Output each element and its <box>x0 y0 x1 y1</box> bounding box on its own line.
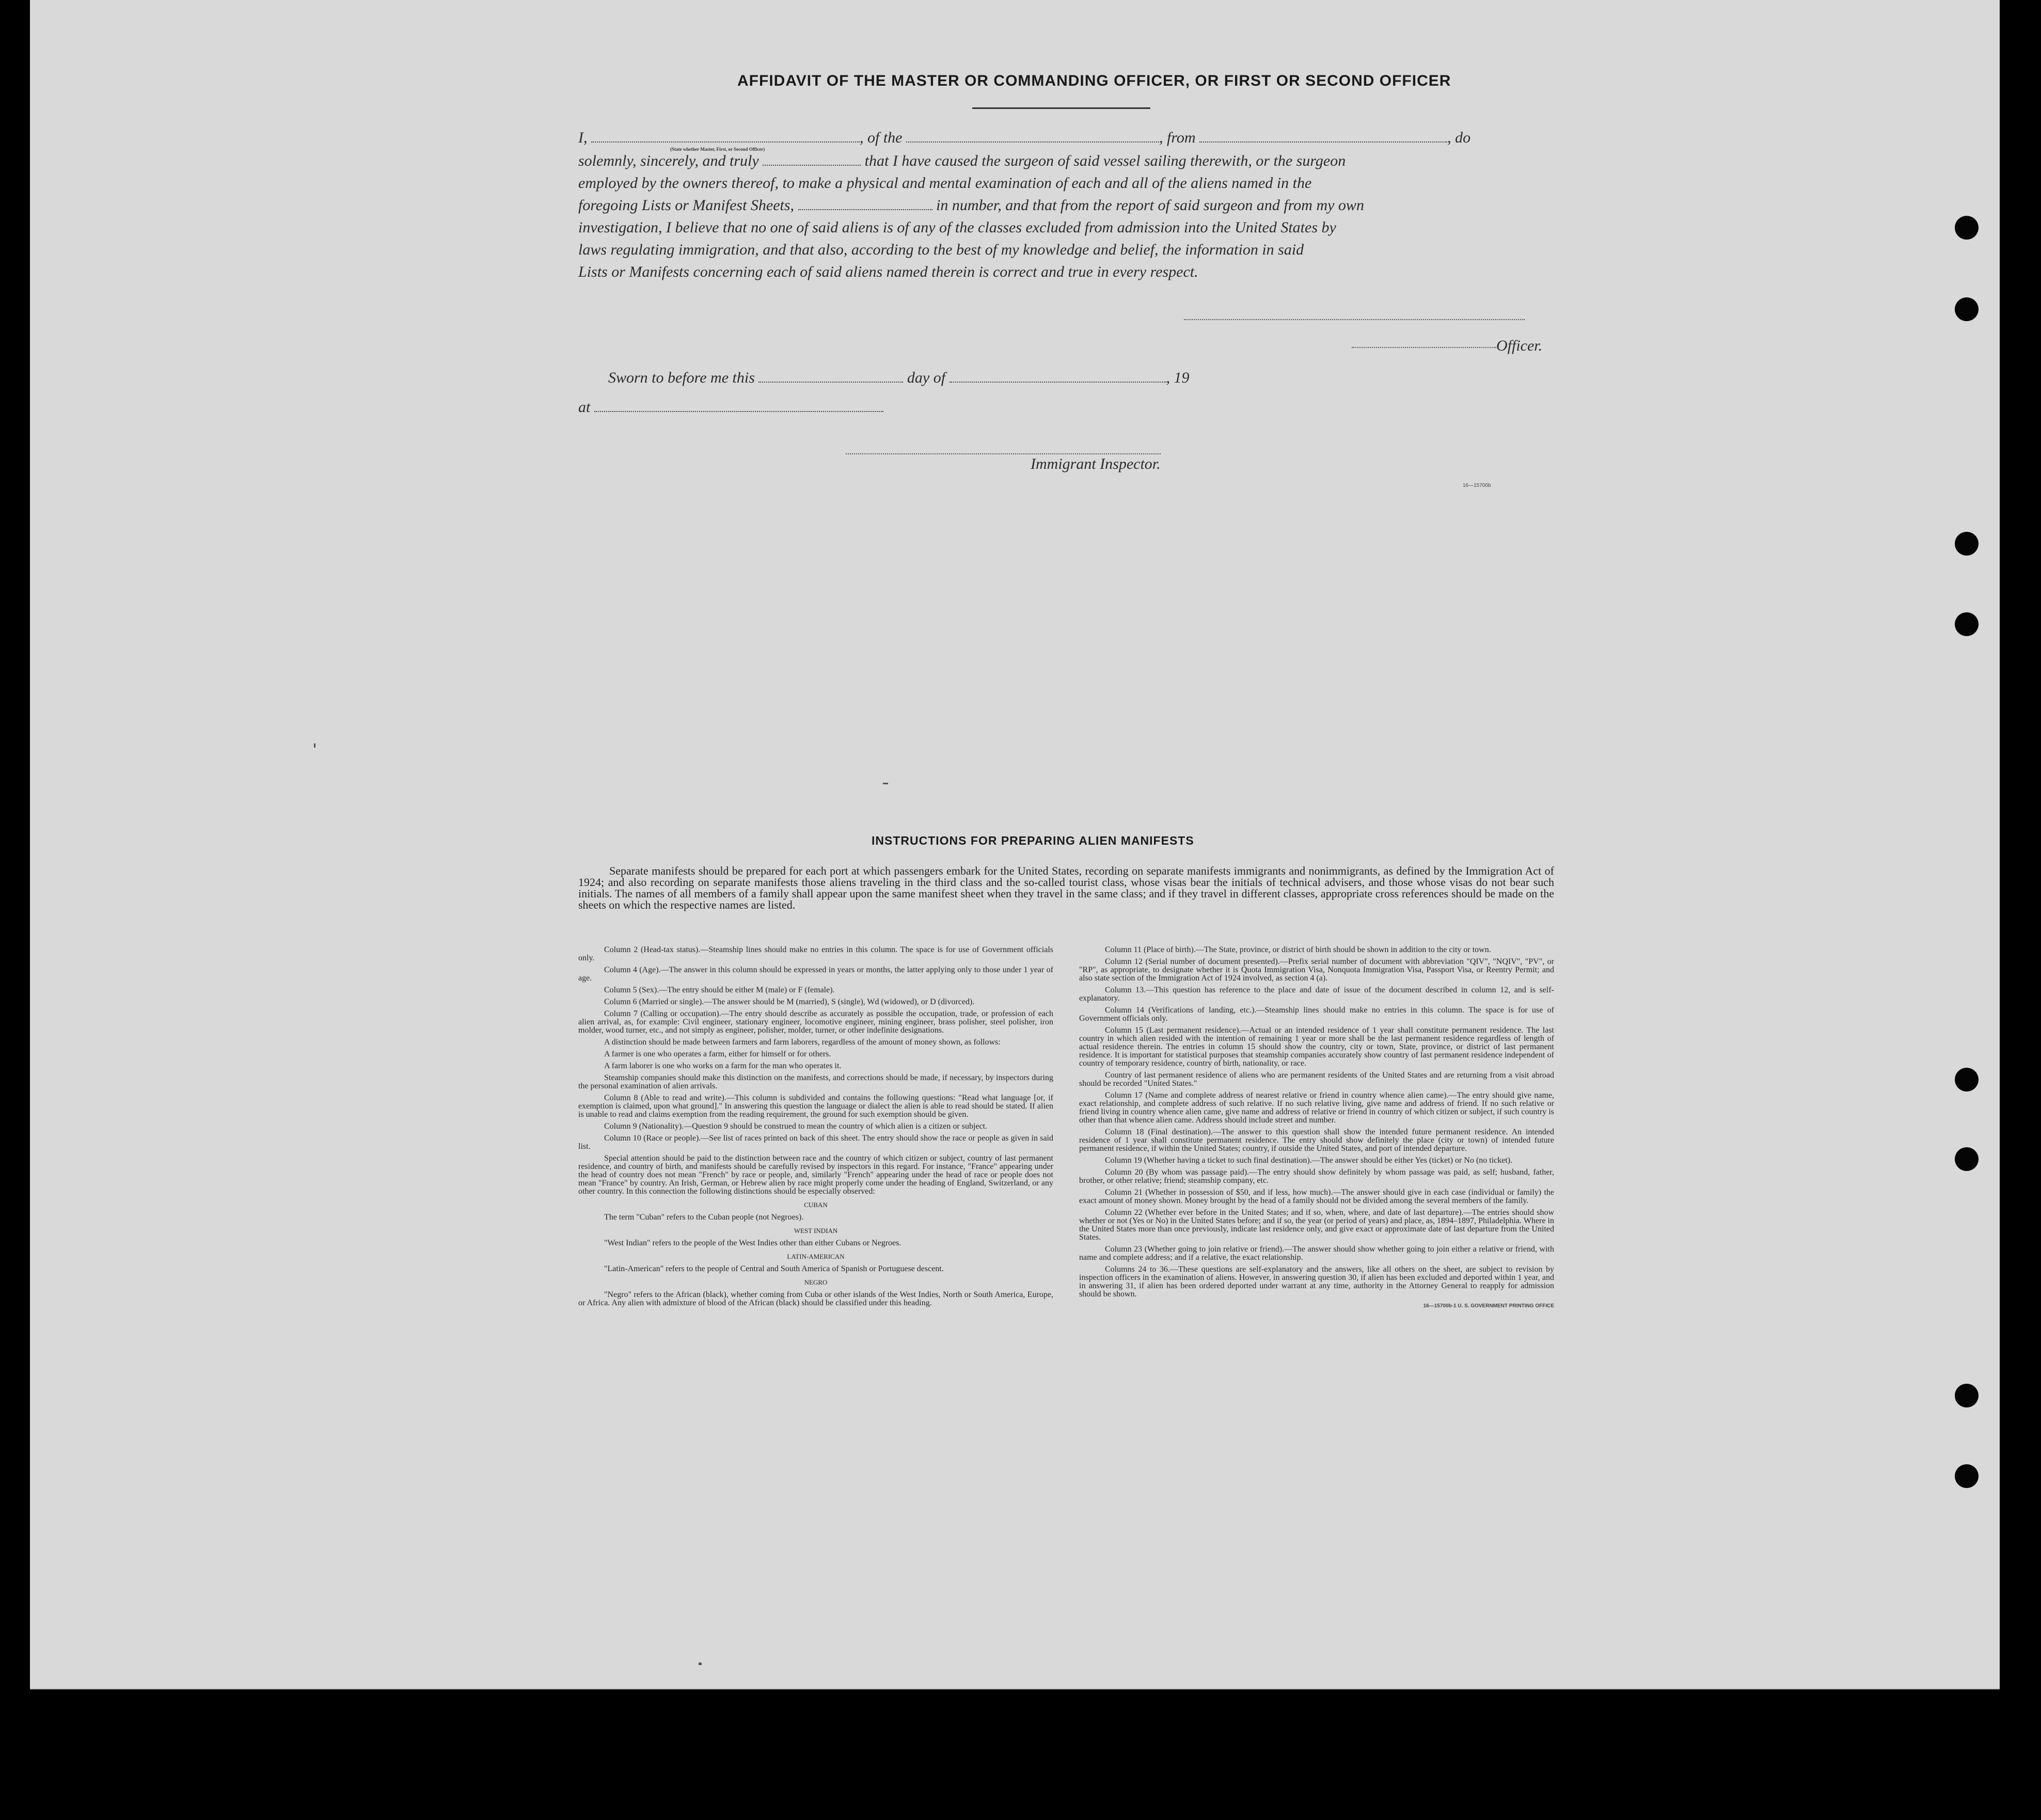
instruction-paragraph: Column 11 (Place of birth).—The State, province, or district of birth should be shown in addition to the city or town. <box>1105 945 1491 954</box>
officer-note: (State whether Master, First, or Second Officer) <box>670 147 765 152</box>
affidavit-line-6: laws regulating immigration, and that also, according to the best of my knowledge and belief, the information in said <box>578 241 1304 258</box>
affidavit-do: , do <box>1447 129 1471 146</box>
instruction-paragraph: Column 2 (Head-tax status).—Steamship lines should make no entries in this column. The space is for use of Government officials only. <box>578 945 1053 962</box>
negro-heading: NEGRO <box>804 1278 828 1286</box>
latin-american-heading: LATIN-AMERICAN <box>787 1253 845 1260</box>
affidavit-line-1 <box>578 129 1470 147</box>
instruction-paragraph: Column 21 (Whether in possession of $50, and if less, how much).—The answer should give in each case (individual or family) the exact amount of money shown. Money brought by the head of a family should not be divided among the several members of the family. <box>1079 1188 1554 1205</box>
instruction-paragraph: Column 10 (Race or people).—See list of races printed on back of this sheet. The entry should show the race or people as given in said list. <box>578 1134 1053 1151</box>
latin-american-definition: "Latin-American" refers to the people of Central and South America of Spanish or Portuguese descent. <box>604 1264 944 1273</box>
instruction-paragraph: A farm laborer is one who works on a farm for the man who operates it. <box>604 1062 842 1070</box>
at-place-field[interactable] <box>594 411 883 412</box>
sheet-count-field[interactable] <box>798 209 932 210</box>
instruction-paragraph: Column 13.—This question has reference to the place and date of issue of the document described in column 12, and is self-explanatory. <box>1079 986 1554 1003</box>
instruction-paragraph: Column 6 (Married or single).—The answer should be M (married), S (single), Wd (widowed), or D (divorced). <box>604 998 975 1006</box>
inspector-label: Immigrant Inspector. <box>1031 455 1161 472</box>
instruction-paragraph: Column 12 (Serial number of document presented).—Prefix serial number of document with abbreviation "QIV", "NQIV", "PV", or "RP", as appropriate, to designate whether it is Quota Immigration Visa, Nonquota Immigration Visa, Passport Visa, or Reentry Permit; and also state section of the Immigration Act of 1924 involved, as section 4 (a). <box>1079 957 1554 983</box>
instructions-right-column <box>1079 946 1554 1314</box>
affidavit-line-4 <box>578 197 1364 214</box>
instruction-paragraph: Column 8 (Able to read and write).—This column is subdivided and contains the following questions: "Read what language [or, if exemption is claimed, upon what ground]." In answering this question the language or dialect the alien is able to read should be stated. If alien is unable to read and claims exemption from the reading requirement, the ground for such exemption should be given. <box>578 1094 1053 1119</box>
punch-hole <box>1955 1068 1979 1091</box>
sworn-line <box>608 369 1190 387</box>
instruction-paragraph: Country of last permanent residence of aliens who are permanent residents of the United States and are returning from a visit abroad should be recorded "United States." <box>1079 1071 1554 1088</box>
affidavit-line-5: investigation, I believe that no one of said aliens is of any of the classes excluded from admission into the United States by <box>578 219 1336 236</box>
sworn-month-field[interactable] <box>950 382 1166 383</box>
affidavit-line-7: Lists or Manifests concerning each of said aliens named therein is correct and true in every respect. <box>578 263 1198 280</box>
affidavit-l2b: that I have caused the surgeon of said vessel sailing therewith, or the surgeon <box>864 152 1346 169</box>
punch-hole <box>1955 532 1979 556</box>
title-underline <box>972 107 1150 109</box>
west-indian-definition: "West Indian" refers to the people of the West Indies other than either Cubans or Negroes. <box>604 1239 901 1247</box>
affidavit-from: , from <box>1159 129 1196 146</box>
at-label: at <box>578 399 591 416</box>
declare-field[interactable] <box>763 165 861 166</box>
officer-signature-line[interactable] <box>1184 319 1525 321</box>
negro-definition: "Negro" refers to the African (black), whether coming from Cuba or other islands of the West Indies, North or South America, Europe, or Africa. Any alien with admixture of blood of the African (black) should be classified under this heading. <box>578 1290 1053 1307</box>
vessel-name-field[interactable] <box>906 141 1159 143</box>
cuban-definition: The term "Cuban" refers to the Cuban people (not Negroes). <box>604 1213 804 1222</box>
affidavit-line-2 <box>578 152 1346 170</box>
punch-hole <box>1955 1147 1979 1171</box>
speck <box>314 743 315 748</box>
printing-office-footer: 16—15700b-1 U. S. GOVERNMENT PRINTING OFFICE <box>1423 1303 1554 1309</box>
sworn-day-field[interactable] <box>758 382 903 383</box>
instructions-intro: Separate manifests should be prepared for each port at which passengers embark for the United States, recording on separate manifests immigrants and nonimmigrants, as defined by the Immigration Act of 1924; and also recording on separate manifests those aliens traveling in the third class and the so-called tourist class, whose visas bear the initials of technical advisers, and those whose visas do not bear such initials. The names of all members of a family shall appear upon the same manifest sheet when they travel in the same class; and if they travel in different classes, appropriate cross references should be made on the sheets on which the respective names are listed. <box>578 864 1554 911</box>
instruction-paragraph: Column 18 (Final destination).—The answer to this question shall show the intended future permanent residence. An intended residence of 1 year shall constitute permanent residence. The entry should show definitely the place (city or town) of intended future permanent residence, if within the United States; country, if outside the United States, and port of intended departure. <box>1079 1128 1554 1153</box>
affidavit-i: I, <box>578 129 588 146</box>
affidavit-line-3: employed by the owners thereof, to make a physical and mental examination of each and all of the aliens named in the <box>578 175 1312 192</box>
port-from-field[interactable] <box>1199 141 1447 143</box>
instruction-paragraph: Column 14 (Verifications of landing, etc.).—Steamship lines should make no entries in this column. The space is for use of Government officials only. <box>1079 1006 1554 1023</box>
instructions-title: INSTRUCTIONS FOR PREPARING ALIEN MANIFESTS <box>872 834 1194 847</box>
sworn-text-c: , 19 <box>1166 369 1190 386</box>
instruction-paragraph: Column 20 (By whom was passage paid).—The entry should show definitely by whom passage was paid, as self; husband, father, brother, or other relative; friend; steamship company, etc. <box>1079 1168 1554 1185</box>
west-indian-heading: WEST INDIAN <box>794 1227 838 1235</box>
at-line <box>578 399 883 416</box>
instruction-paragraph: Special attention should be paid to the distinction between race and the country of which citizen or subject, country of last permanent residence, and country of birth, and manifests should be carefully revised by inspectors in this regard. For instance, "France" appearing under the head of country does not mean "French" by race or people, and, similarly "French" appearing under the head of race or people does not mean "France" by country. An Irish, German, or Hebrew alien by race might properly come under the heading of England, Switzerland, or any other country. In this connection the following distinctions should be especially observed: <box>578 1154 1053 1196</box>
instruction-paragraph: Column 22 (Whether ever before in the United States; and if so, when, where, and date of last departure).—The entries should show whether or not (Yes or No) in the United States before; and if so, the year (or period of years) and place, as, 1894–1897, Philadelphia. Where in the United States more than once previously, indicate last residence only, and give exact or approximate date of last departure from the United States. <box>1079 1208 1554 1242</box>
sworn-text-b: day of <box>907 369 946 386</box>
officer-rank-field[interactable] <box>591 141 860 143</box>
instruction-paragraph: Column 9 (Nationality).—Question 9 should be construed to mean the country of which alien is a citizen or subject. <box>604 1122 988 1131</box>
punch-hole <box>1955 216 1979 240</box>
instruction-paragraph: Column 15 (Last permanent residence).—Actual or an intended residence of 1 year shall constitute permanent residence. The last country in which alien resided with the intention of remaining 1 year or more shall be the last permanent residence regardless of length of actual residence therein. The entries in column 15 should show the country, city or town, State, province, or district of last permanent residence. It is important for statistical purposes that steamship companies accurately show country of last permanent residence independent of country of temporary residence, country of birth, nationality, or race. <box>1079 1026 1554 1068</box>
officer-label: Officer. <box>1496 337 1543 354</box>
instruction-paragraph: Steamship companies should make this distinction on the manifests, and corrections should be made, if necessary, by inspectors during the personal examination of alien arrivals. <box>578 1073 1053 1090</box>
officer-name-line[interactable] <box>1352 347 1496 349</box>
manifest-back-sheet <box>30 0 2000 1689</box>
punch-hole <box>1955 297 1979 321</box>
instruction-paragraph: Column 7 (Calling or occupation).—The entry should describe as accurately as possible the occupation, trade, or profession of each alien arrival, as, for example: Civil engineer, stationary engineer, locomotive engineer, mining engineer, brass polisher, steel polisher, iron molder, wood turner, etc., and not simply as engineer, polisher, molder, turner, or other indefinite designations. <box>578 1009 1053 1035</box>
instruction-paragraph: A distinction should be made between farmers and farm laborers, regardless of the amount of money shown, as follows: <box>604 1038 1001 1047</box>
instruction-paragraph: Column 4 (Age).—The answer in this column should be expressed in years or months, the latter applying only to those under 1 year of age. <box>578 966 1053 983</box>
speck <box>699 1663 702 1665</box>
instructions-left-column <box>578 946 1053 1311</box>
form-number: 16—15700b <box>1463 483 1491 488</box>
instruction-paragraph: A farmer is one who operates a farm, either for himself or for others. <box>604 1050 831 1058</box>
instruction-paragraph: Column 17 (Name and complete address of nearest relative or friend in country whence alien came).—The entry should give name, exact relationship, and complete address of such relative. If no such relative living, give name and address of friend. If no such relative or friend living in country whence alien came, give name and address of relative or friend in country of which citizen or subject, if such country is other than that whence alien came. Address should include street and number. <box>1079 1091 1554 1125</box>
instruction-paragraph: Column 19 (Whether having a ticket to such final destination).—The answer should be either Yes (ticket) or No (no ticket). <box>1105 1156 1513 1165</box>
affidavit-l2a: solemnly, sincerely, and truly <box>578 152 759 169</box>
instruction-paragraph: Column 5 (Sex).—The entry should be either M (male) or F (female). <box>604 986 835 994</box>
affidavit-title: AFFIDAVIT OF THE MASTER OR COMMANDING OFFICER, OR FIRST OR SECOND OFFICER <box>737 72 1451 89</box>
instruction-paragraph: Columns 24 to 36.—These questions are self-explanatory and the answers, like all others on the sheet, are subject to revision by inspection officers in the examination of aliens. However, in answering question 30, if alien has been excluded and deported within 1 year, and in answering 31, if alien has been ordered deported under warrant at any time, authority in the Attorney General to reapply for admission should be shown. <box>1079 1265 1554 1299</box>
speck <box>883 783 888 784</box>
cuban-heading: CUBAN <box>804 1201 828 1209</box>
affidavit-l4b: in number, and that from the report of said surgeon and from my own <box>936 197 1364 214</box>
sworn-text-a: Sworn to before me this <box>608 369 755 386</box>
instruction-paragraph: Column 23 (Whether going to join relative or friend).—The answer should show whether going to join either a relative or friend, with name and complete address; and if a relative, the exact relationship. <box>1079 1245 1554 1262</box>
affidavit-l4a: foregoing Lists or Manifest Sheets, <box>578 197 795 214</box>
punch-hole <box>1955 1384 1979 1407</box>
punch-hole <box>1955 1464 1979 1488</box>
affidavit-of: , of the <box>860 129 903 146</box>
punch-hole <box>1955 612 1979 636</box>
